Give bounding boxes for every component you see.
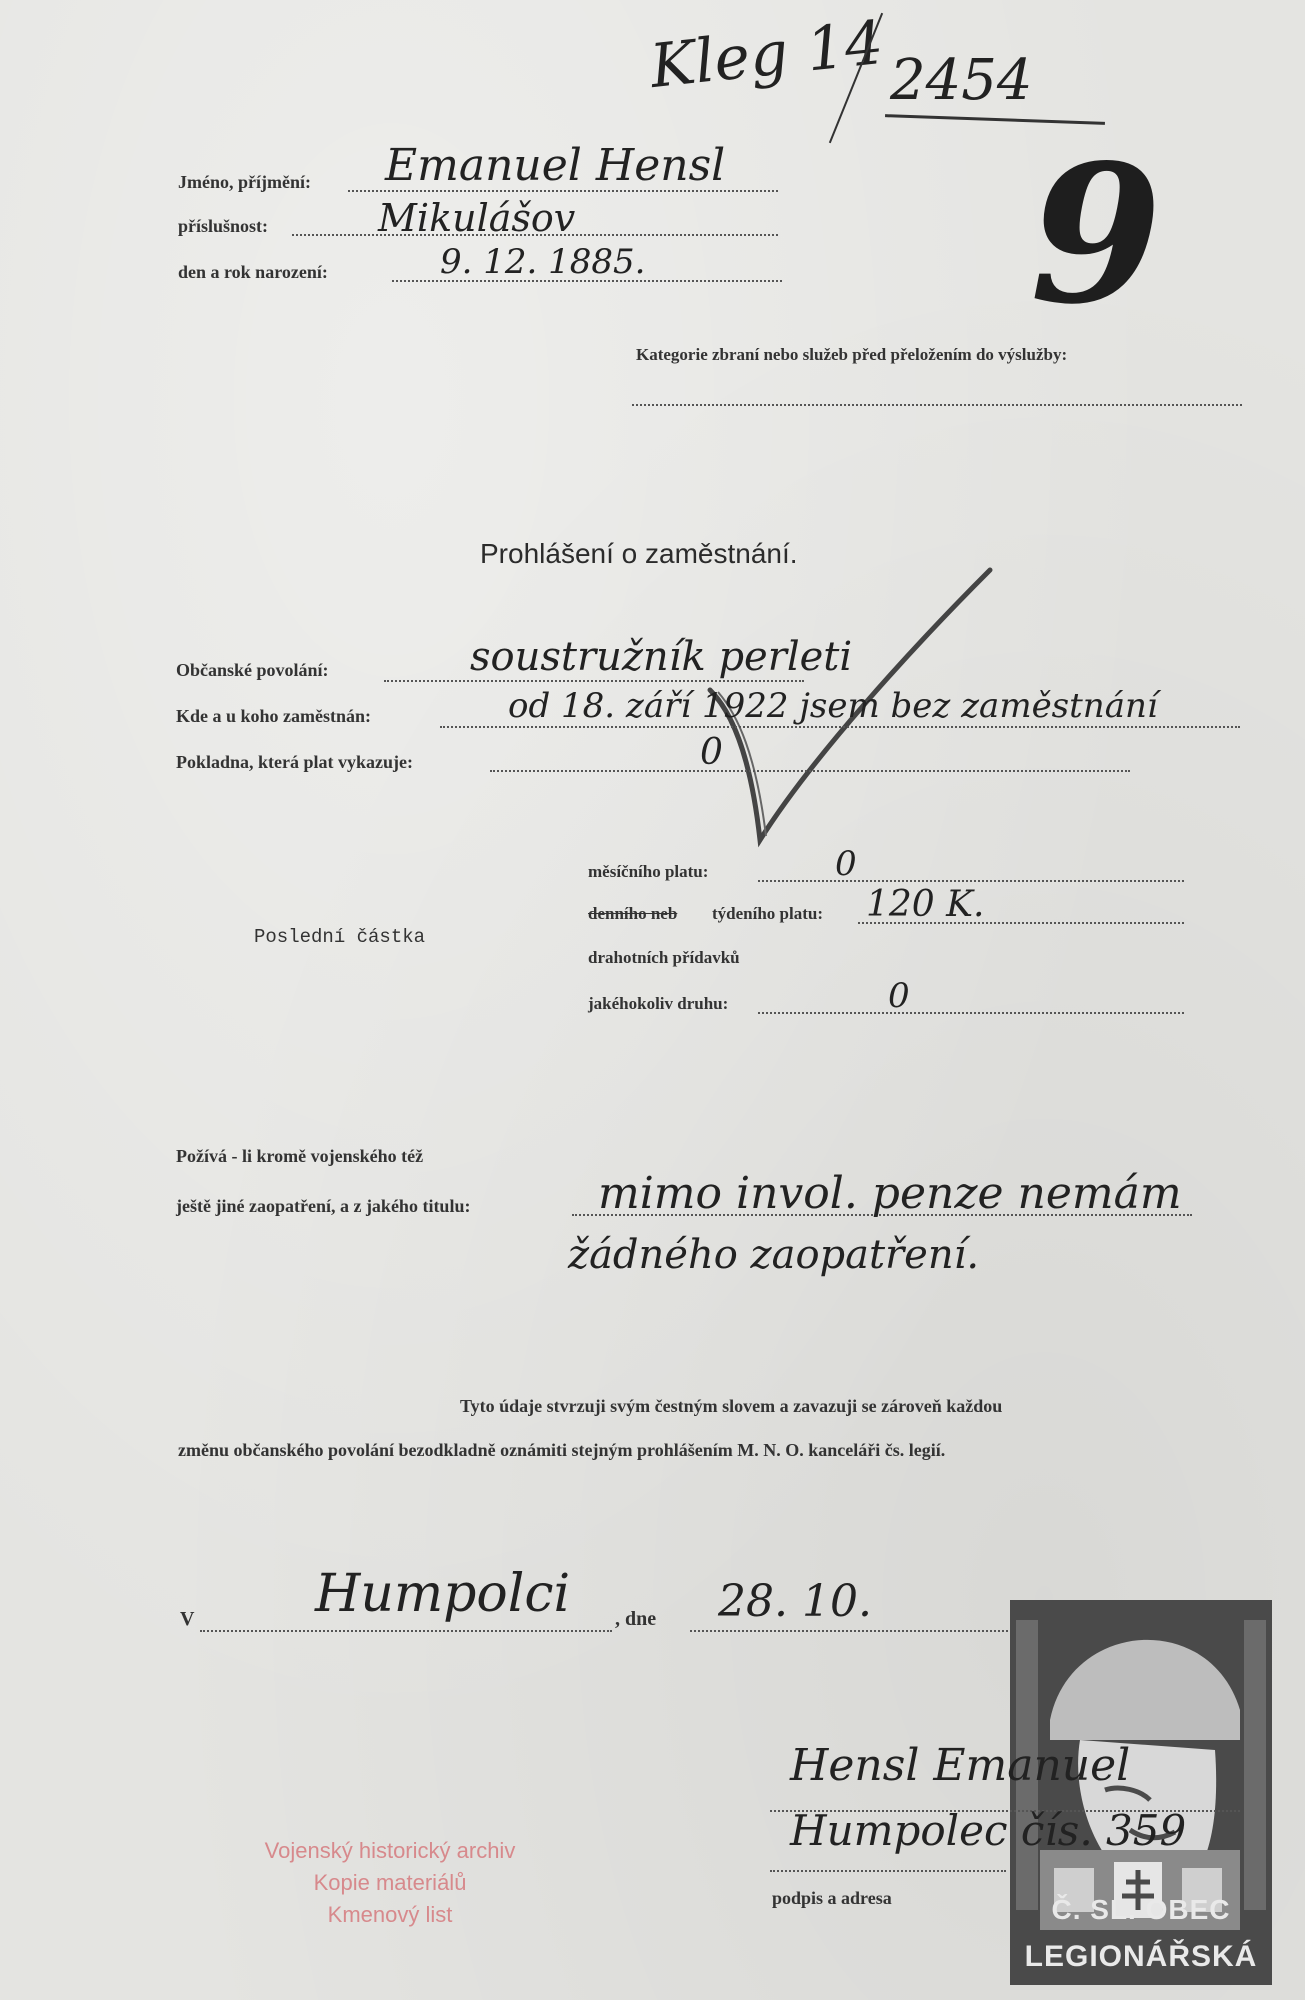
employer-label: Kde a u koho zaměstnán: [176,706,372,726]
weekly-value: 120 K. [866,884,985,925]
signature-address: Humpolec čís. 359 [790,1806,1187,1855]
signature-line-2 [770,1870,1006,1872]
affirmation-line-1: Tyto údaje stvrzuji svým čestným slovem a zavazuji se zároveň každou [460,1396,1003,1416]
name-value: Emanuel Hensl [385,140,726,191]
allowance-value: 0 [888,976,910,1016]
category-line [632,404,1242,406]
archive-stamp-line-2: Kopie materiálů [313,1870,467,1895]
occupation-value: soustružník perleti [470,634,853,680]
occupation-line [384,680,804,682]
logo-line-1: Č. SL. OBEC [1051,1894,1231,1925]
registry-mark: Kleg 14 [646,7,887,103]
allowance-label-2: jakéhokoliv druhu: [588,994,729,1013]
date-line [690,1630,1020,1632]
place-value: Humpolci [315,1564,571,1624]
registry-number: 2454 [890,48,1033,113]
big-number: 9 [1030,123,1163,346]
monthly-label: měsíčního platu: [588,862,709,881]
pay-office-label: Pokladna, která plat vykazuje: [176,752,414,772]
v-label: V [180,1608,195,1630]
monthly-line [758,880,1184,882]
other-support-value-2: žádného zaopatření. [568,1232,980,1278]
logo-line-2: LEGIONÁŘSKÁ [1024,1940,1258,1973]
daily-struck-label: denního neb [588,904,678,923]
pay-office-line [490,770,1130,772]
birth-label: den a rok narození: [178,262,328,282]
birth-value: 9. 12. 1885. [440,242,646,282]
pay-office-value: 0 [700,732,723,773]
archive-stamp-line-1: Vojenský historický archiv [264,1838,516,1863]
other-support-label-1: Požívá - li kromě vojenského též [176,1146,424,1166]
archive-stamp-line-3: Kmenový list [327,1902,453,1927]
weekly-label: týdeního platu: [712,904,823,923]
signature-label: podpis a adresa [772,1888,892,1908]
last-amount-label: Poslední částka [254,926,426,948]
monthly-value: 0 [835,844,857,884]
other-support-value-1: mimo invol. penze nemám [598,1168,1182,1219]
occupation-label: Občanské povolání: [176,660,329,680]
domicile-value: Mikulášov [378,196,576,240]
legion-soldier-emblem [1010,1600,1272,1985]
declaration-title: Prohlášení o zaměstnání. [480,538,798,569]
affirmation-line-2: změnu občanského povolání bezodkladně oznámiti stejným prohlášením M. N. O. kanceláři čs. legií. [178,1440,946,1460]
dne-label: , dne [615,1608,657,1630]
category-label: Kategorie zbraní nebo služeb před přeložením do výslužby: [636,345,1068,364]
date-value: 28. 10. [718,1576,872,1627]
allowance-label-1: drahotních přídavků [588,948,740,967]
legion-logo [1010,1600,1272,1985]
name-label: Jméno, příjmění: [178,172,311,192]
allowance-line [758,1012,1184,1014]
signature-name: Hensl Emanuel [790,1740,1131,1791]
domicile-label: příslušnost: [178,216,269,236]
other-support-label-2: ještě jiné zaopatření, a z jakého titulu: [176,1196,471,1216]
place-line [200,1630,612,1632]
employer-line [440,726,1240,728]
archive-stamp [210,1835,570,1931]
employer-value: od 18. září 1922 jsem bez zaměstnání [508,686,1158,726]
